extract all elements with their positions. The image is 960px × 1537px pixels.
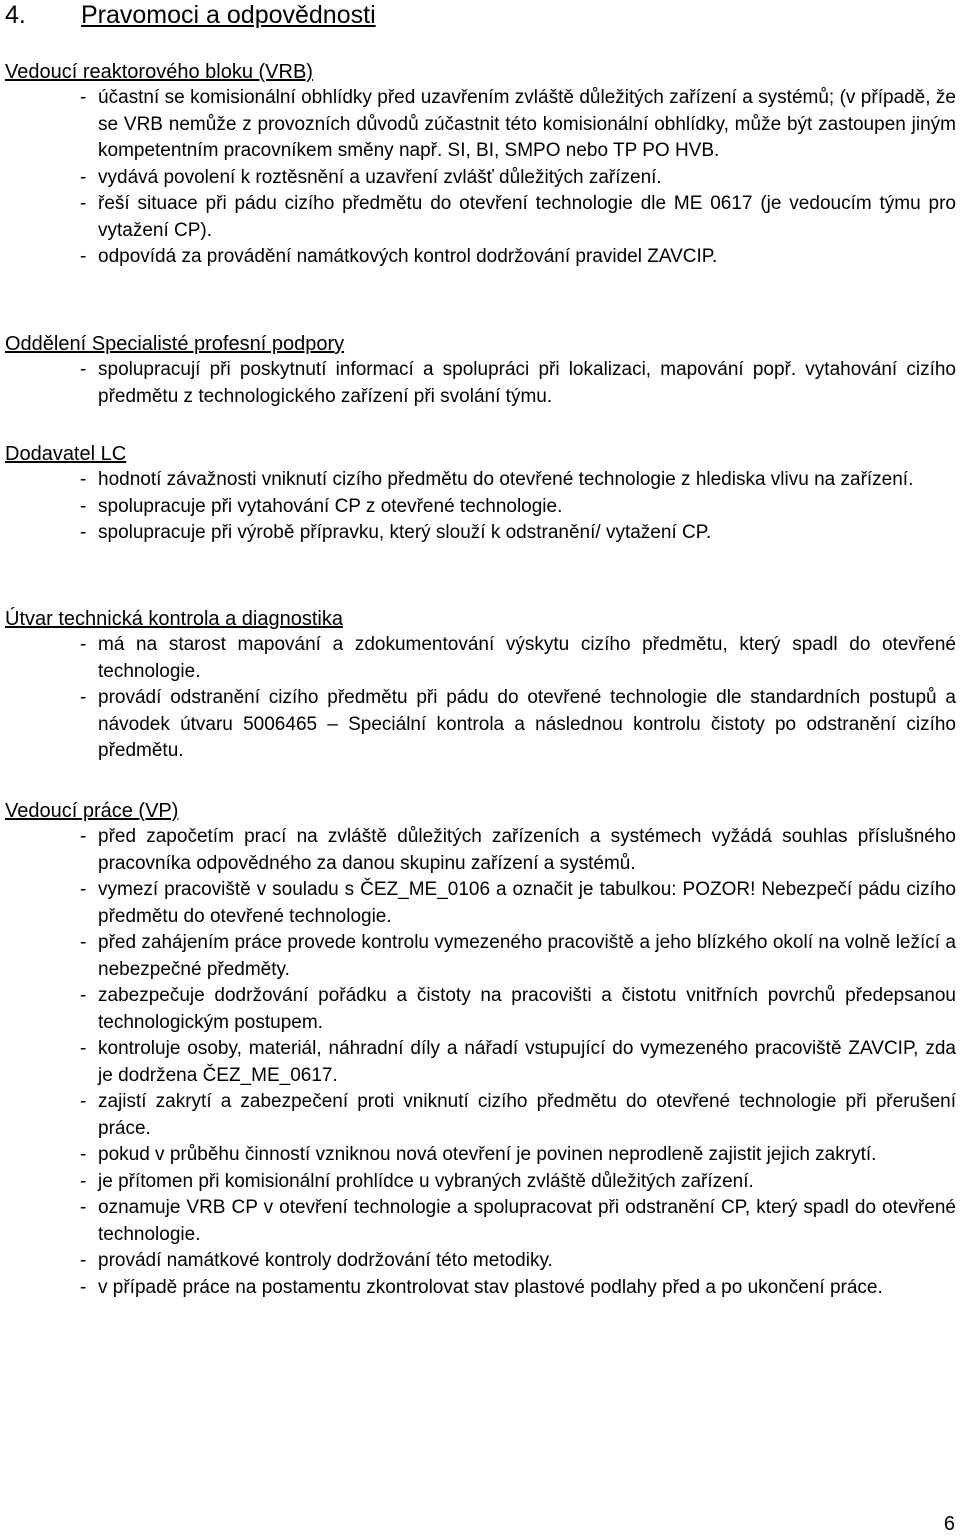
chapter-title <box>5 0 376 30</box>
list-item: - řeší situace při pádu cizího předmětu do otevření technologie dle ME 0617 (je vedoucím týmu pro vytažení CP). <box>0 191 960 244</box>
section-supplier-lc <box>0 441 960 547</box>
section-heading: Vedoucí reaktorového bloku (VRB) <box>5 61 313 83</box>
section-heading: Dodavatel LC <box>5 443 127 465</box>
list-item: - má na starost mapování a zdokumentování výskytu cizího předmětu, který spadl do otevřené technologie. <box>0 632 960 685</box>
list-item: - pokud v průběhu činností vzniknou nová otevření je povinen neprodleně zajistit jejich zakrytí. <box>0 1142 960 1169</box>
list-item: - spolupracují při poskytnutí informací a spolupráci při lokalizaci, mapování popř. vytahování cizího předmětu z technologického zařízení při svolání týmu. <box>0 357 960 410</box>
list-item: - hodnotí závažnosti vniknutí cizího předmětu do otevřené technologie z hlediska vlivu na zařízení. <box>0 467 960 494</box>
list-item: - spolupracuje při výrobě přípravku, který slouží k odstranění/ vytažení CP. <box>0 520 960 547</box>
list-item: - odpovídá za provádění namátkových kontrol dodržování pravidel ZAVCIP. <box>0 244 960 271</box>
page-number: 6 <box>943 1513 955 1535</box>
list-item: - vydává povolení k roztěsnění a uzavření zvlášť důležitých zařízení. <box>0 165 960 192</box>
section-technical-control <box>0 606 960 765</box>
section-vrb <box>0 59 960 271</box>
section-specialists <box>0 331 960 410</box>
responsibility-list <box>0 467 960 547</box>
section-heading: Vedoucí práce (VP) <box>5 800 179 822</box>
list-item: - je přítomen při komisionální prohlídce u vybraných zvláště důležitých zařízení. <box>0 1169 960 1196</box>
list-item: - oznamuje VRB CP v otevření technologie a spolupracovat při odstranění CP, který spadl do otevřené technologie. <box>0 1195 960 1248</box>
list-item: - v případě práce na postamentu zkontrolovat stav plastové podlahy před a po ukončení práce. <box>0 1275 960 1302</box>
section-heading: Oddělení Specialisté profesní podpory <box>5 333 345 355</box>
list-item: - účastní se komisionální obhlídky před uzavřením zvláště důležitých zařízení a systémů; (v případě, že se VRB nemůže z provozních důvodů zúčastnit této komisionální obhlídky, může být zastoupen jiným kompetentním pracovníkem směny např. SI, BI, SMPO nebo TP PO HVB. <box>0 85 960 165</box>
list-item: - provádí namátkové kontroly dodržování této metodiky. <box>0 1248 960 1275</box>
list-item: - vymezí pracoviště v souladu s ČEZ_ME_0106 a označit je tabulkou: POZOR! Nebezpečí pádu cizího předmětu do otevřené technologie. <box>0 877 960 930</box>
responsibility-list <box>0 632 960 765</box>
list-item: - zabezpečuje dodržování pořádku a čistoty na pracovišti a čistotu vnitřních povrchů předepsanou technologickým postupem. <box>0 983 960 1036</box>
list-item: - kontroluje osoby, materiál, náhradní díly a nářadí vstupující do vymezeného pracoviště ZAVCIP, zda je dodržena ČEZ_ME_0617. <box>0 1036 960 1089</box>
list-item: - spolupracuje při vytahování CP z otevřené technologie. <box>0 494 960 521</box>
list-item: - provádí odstranění cizího předmětu při pádu do otevřené technologie dle standardních postupů a návodek útvaru 5006465 – Speciální kontrola a následnou kontrolu čistoty po odstranění cizího předmětu. <box>0 685 960 765</box>
section-work-leader <box>0 798 960 1301</box>
list-item: - před započetím prací na zvláště důležitých zařízeních a systémech vyžádá souhlas příslušného pracovníka odpovědného za danou skupinu zařízení a systémů. <box>0 824 960 877</box>
responsibility-list <box>0 357 960 410</box>
chapter-title-text: Pravomoci a odpovědnosti <box>81 1 376 29</box>
chapter-number: 4. <box>5 1 26 29</box>
responsibility-list <box>0 824 960 1301</box>
responsibility-list <box>0 85 960 271</box>
section-heading: Útvar technická kontrola a diagnostika <box>5 608 343 630</box>
list-item: - zajistí zakrytí a zabezpečení proti vniknutí cizího předmětu do otevřené technologie při přerušení práce. <box>0 1089 960 1142</box>
list-item: - před zahájením práce provede kontrolu vymezeného pracoviště a jeho blízkého okolí na volně ležící a nebezpečné předměty. <box>0 930 960 983</box>
